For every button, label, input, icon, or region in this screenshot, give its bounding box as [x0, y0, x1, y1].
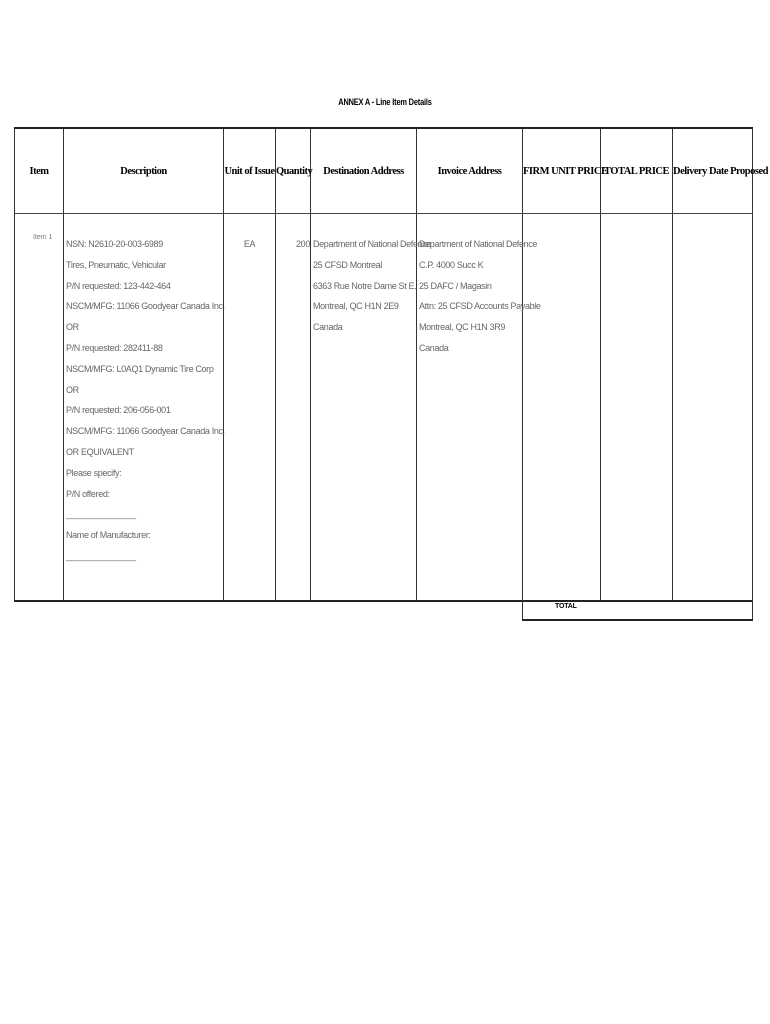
description-line: OR EQUIVALENT: [66, 446, 134, 457]
destination-address-cell: [311, 214, 432, 602]
blank-line: _______________: [66, 509, 136, 520]
description-line: Please specify:: [66, 467, 122, 478]
quantity-value: 200: [296, 239, 310, 249]
invoice-address-line: Montreal, QC H1N 3R9: [419, 322, 506, 333]
firm-unit-price-field[interactable]: [523, 214, 601, 602]
invoice-address-line: Department of National Defence: [419, 239, 538, 249]
total-price-field[interactable]: [601, 214, 673, 602]
destination-address-line: 6363 Rue Notre Dame St E.: [313, 280, 417, 291]
description-line: Tires, Pneumatic, Vehicular: [66, 259, 166, 270]
total-row[interactable]: [522, 599, 753, 621]
description-line: NSN: N2610-20-003-6989: [66, 239, 163, 249]
destination-address-line: 25 CFSD Montreal: [313, 259, 382, 270]
unit-of-issue-cell: [224, 214, 276, 602]
unit-of-issue-value: EA: [243, 239, 256, 249]
description-line: NSCM/MFG: 11066 Goodyear Canada Inc.: [66, 301, 225, 312]
destination-address-line: Department of National Defence: [313, 239, 432, 249]
table-row: [15, 214, 753, 602]
description-line: OR: [66, 384, 79, 395]
delivery-date-field[interactable]: [673, 214, 753, 602]
header-row: [15, 128, 753, 214]
description-line: NSCM/MFG: 11066 Goodyear Canada Inc.: [66, 426, 225, 437]
invoice-address-line: Canada: [419, 342, 449, 353]
total-label: TOTAL: [555, 603, 577, 610]
col-header-invoice-address: Invoice Address: [417, 128, 523, 214]
destination-address-line: Montreal, QC H1N 2E9: [313, 301, 399, 312]
col-header-item: Item: [15, 128, 64, 214]
col-header-total-price: TOTAL PRICE: [601, 128, 673, 214]
description-line: P/N offered:: [66, 488, 110, 499]
invoice-address-line: Attn: 25 CFSD Accounts Payable: [419, 301, 541, 312]
col-header-quantity: Quantity: [276, 128, 311, 214]
line-item-table: [14, 127, 768, 602]
destination-address-line: Canada: [313, 322, 343, 333]
item-number: Item 1: [33, 234, 53, 241]
blank-line: _______________: [66, 550, 136, 561]
page-title: ANNEX A - Line Item Details: [338, 97, 432, 107]
col-header-firm-unit-price: FIRM UNIT PRICE: [523, 128, 601, 214]
quantity-cell: [276, 214, 311, 602]
description-line: OR: [66, 322, 79, 333]
invoice-address-line: 25 DAFC / Magasin: [419, 280, 492, 291]
description-line: P/N requested: 206-056-001: [66, 405, 171, 416]
description-cell: [64, 214, 224, 602]
item-cell: [15, 214, 64, 602]
col-header-destination-address: Destination Address: [311, 128, 417, 214]
col-header-unit-of-issue: Unit of Issue: [224, 128, 276, 214]
description-line: Name of Manufacturer:: [66, 530, 151, 541]
description-line: P/N requested: 282411-88: [66, 342, 163, 353]
col-header-description: Description: [64, 128, 224, 214]
description-line: P/N requested: 123-442-464: [66, 280, 171, 291]
description-line: NSCM/MFG: L0AQ1 Dynamic Tire Corp: [66, 363, 214, 374]
invoice-address-cell: [417, 214, 541, 602]
col-header-delivery-date: Delivery Date Proposed: [673, 128, 753, 214]
invoice-address-line: C.P. 4000 Succ K: [419, 259, 484, 270]
